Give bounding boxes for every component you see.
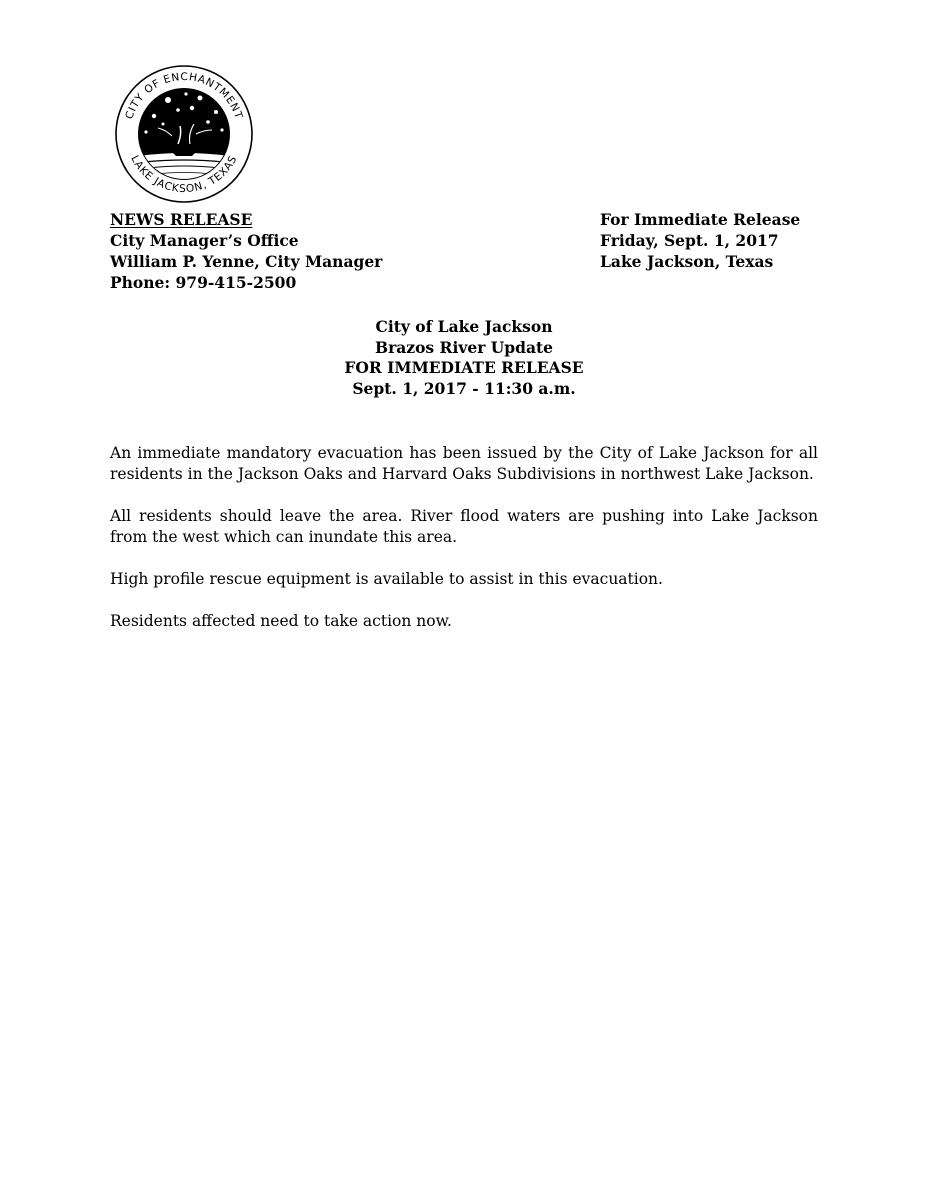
release-status-label: For Immediate Release	[600, 210, 801, 229]
seal-bottom-text: LAKE JACKSON, TEXAS	[128, 153, 240, 196]
title-line-release: FOR IMMEDIATE RELEASE	[344, 358, 584, 377]
date-label: Friday, Sept. 1, 2017	[600, 231, 779, 250]
title-line-subject: Brazos River Update	[374, 337, 554, 357]
body-paragraph-evacuation: An immediate mandatory evacuation has been issued by the City of Lake Jackson for all residents in the Jackson Oaks and Harvard Oaks Subdivisions in northwest Lake Jackson.	[110, 444, 818, 483]
header-left	[110, 209, 382, 293]
office-label: City Manager’s Office	[110, 231, 299, 250]
body-paragraph-equipment: High profile rescue equipment is available to assist in this evacuation.	[110, 570, 663, 588]
header-right	[600, 209, 800, 272]
oak-tree-seal-icon	[108, 64, 260, 204]
location-label: Lake Jackson, Texas	[600, 252, 774, 271]
body-text	[110, 443, 818, 653]
seal-top-text: CITY OF ENCHANTMENT	[123, 70, 245, 121]
title-line-city: City of Lake Jackson	[375, 317, 553, 336]
phone-label: Phone: 979-415-2500	[110, 273, 297, 292]
manager-label: William P. Yenne, City Manager	[110, 252, 383, 271]
title-block	[110, 317, 818, 399]
body-paragraph-action: Residents affected need to take action now.	[110, 612, 452, 630]
release-type-label: NEWS RELEASE	[110, 210, 253, 229]
body-paragraph-flood: All residents should leave the area. River flood waters are pushing into Lake Jackson from the west which can inundate this area.	[110, 507, 818, 546]
title-line-datetime: Sept. 1, 2017 - 11:30 a.m.	[352, 378, 576, 398]
